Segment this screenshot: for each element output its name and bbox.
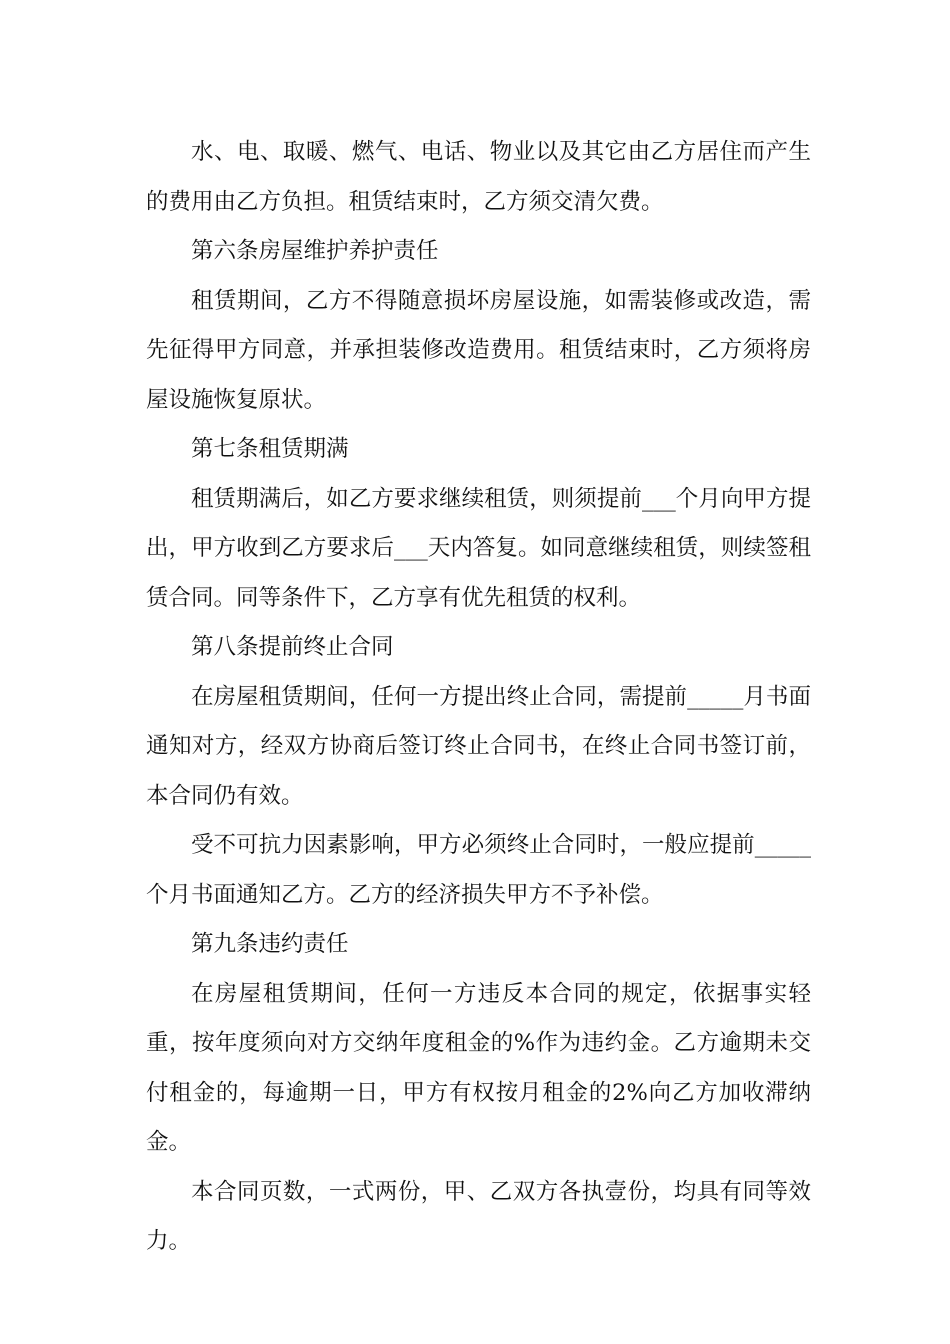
document-page — [146, 128, 811, 1267]
paragraph-early-termination: 在房屋租赁期间，任何一方提出终止合同，需提前_____月书面通知对方，经双方协商后签订终止合同书，在终止合同书签订前，本合同仍有效。 — [146, 683, 811, 809]
paragraph-maintenance: 租赁期间，乙方不得随意损坏房屋设施，如需装修或改造，需先征得甲方同意，并承担装修改造费用。租赁结束时，乙方须将房屋设施恢复原状。 — [146, 287, 811, 413]
paragraph-breach: 在房屋租赁期间，任何一方违反本合同的规定，依据事实轻重，按年度须向对方交纳年度租金的%作为违约金。乙方逾期未交付租金的，每逾期一日，甲方有权按月租金的2%向乙方加收滞纳金。 — [146, 980, 811, 1155]
paragraph-force-majeure: 受不可抗力因素影响，甲方必须终止合同时，一般应提前_____个月书面通知乙方。乙方的经济损失甲方不予补偿。 — [146, 832, 811, 908]
heading-article-8: 第八条提前终止合同 — [191, 634, 394, 660]
paragraph-lease-expiry: 租赁期满后，如乙方要求继续租赁，则须提前___个月向甲方提出，甲方收到乙方要求后___天内答复。如同意继续租赁，则续签租赁合同。同等条件下，乙方享有优先租赁的权利。 — [146, 485, 811, 611]
paragraph-utilities: 水、电、取暖、燃气、电话、物业以及其它由乙方居住而产生的费用由乙方负担。租赁结束时，乙方须交清欠费。 — [146, 139, 811, 215]
heading-article-7: 第七条租赁期满 — [191, 436, 349, 462]
paragraph-copies: 本合同页数，一式两份，甲、乙双方各执壹份，均具有同等效力。 — [146, 1178, 811, 1254]
heading-article-9: 第九条违约责任 — [191, 931, 349, 957]
heading-article-6: 第六条房屋维护养护责任 — [191, 238, 439, 264]
